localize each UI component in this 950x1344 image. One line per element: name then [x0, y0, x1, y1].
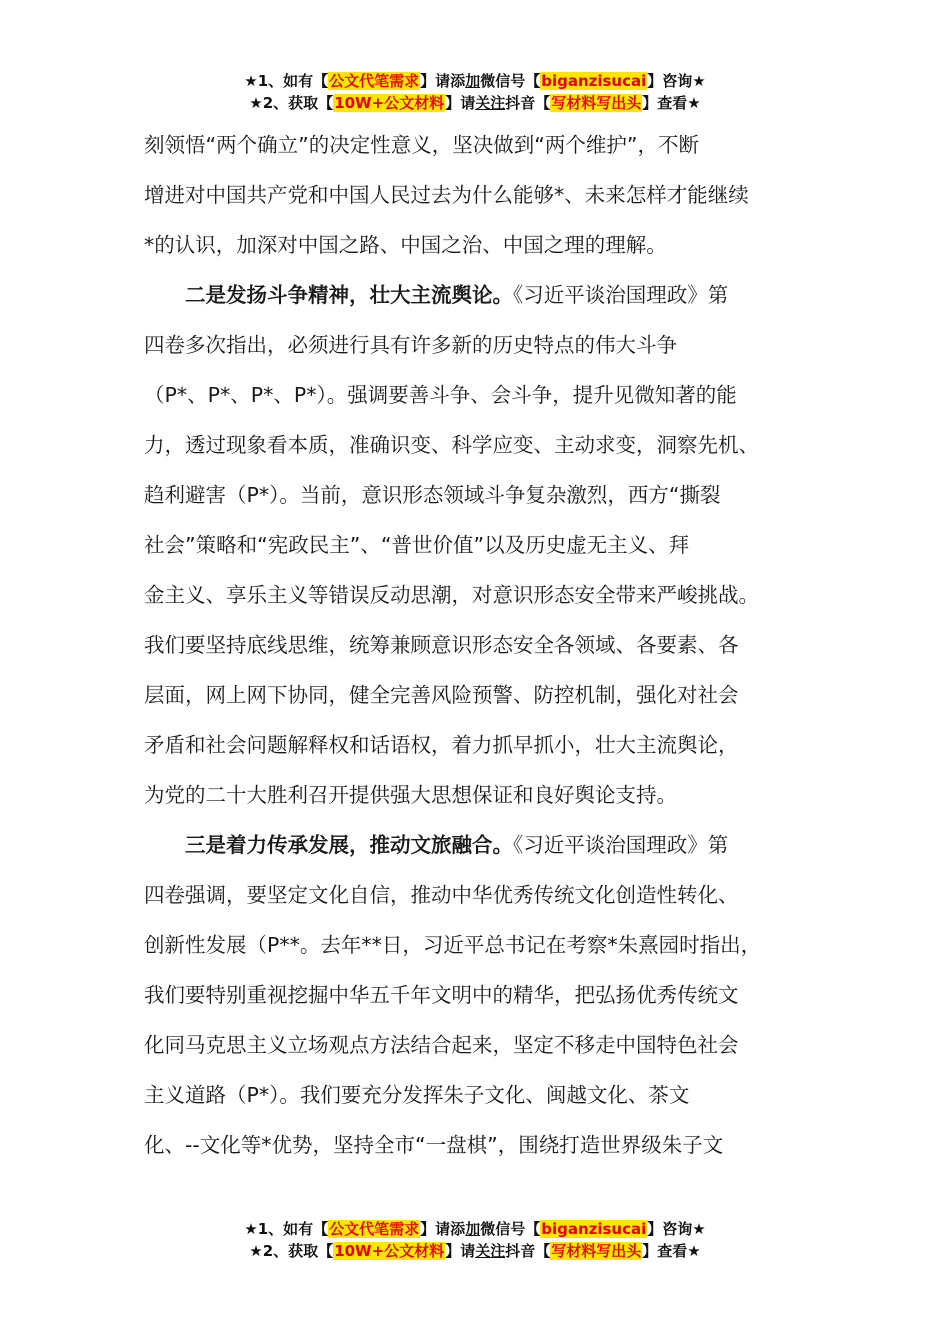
- text-line: 四卷强调，要坚定文化自信，推动中华优秀传统文化创造性转化、: [144, 883, 739, 907]
- text-line: 增进对中国共产党和中国人民过去为什么能够*、未来怎样才能继续: [144, 183, 749, 207]
- text-line: 层面，网上网下协同，健全完善风险预警、防控机制，强化对社会: [144, 683, 739, 707]
- banner-text: 微信号【: [480, 1220, 541, 1238]
- text-line: 金主义、享乐主义等错误反动思潮，对意识形态安全带来严峻挑战。: [144, 583, 759, 607]
- text-line: 化同马克思主义立场观点方法结合起来，坚定不移走中国特色社会: [144, 1033, 739, 1057]
- star-icon: ★: [249, 94, 263, 112]
- banner-highlight: 写材料写出头: [551, 1242, 642, 1260]
- paragraph-first-line: [144, 820, 816, 870]
- banner-text: 】请: [445, 94, 476, 112]
- banner-text: 2、获取【: [262, 1242, 334, 1260]
- banner-text: 微信号【: [480, 72, 541, 90]
- text-line: 为党的二十大胜利召开提供强大思想保证和良好舆论支持。: [144, 783, 677, 807]
- banner-underline: 加: [465, 1220, 481, 1238]
- banner-text: 】咨询★: [647, 1220, 706, 1238]
- text-line: 四卷多次指出，必须进行具有许多新的历史特点的伟大斗争: [144, 333, 677, 357]
- banner-text: 】请: [445, 1242, 476, 1260]
- text-line: （P*、P*、P*、P*）。强调要善斗争、会斗争，提升见微知著的能: [144, 383, 737, 407]
- text-line: 力，透过现象看本质，准确识变、科学应变、主动求变，洞察先机、: [144, 433, 759, 457]
- banner-line-1: [0, 70, 950, 92]
- star-icon: ★: [244, 1220, 258, 1238]
- star-icon: ★: [249, 1242, 263, 1260]
- paragraph-lead: 二是发扬斗争精神，壮大主流舆论。: [185, 283, 513, 307]
- banner-underline: 关注: [475, 94, 506, 112]
- text-line: 主义道路（P*）。我们要充分发挥朱子文化、闽越文化、茶文: [144, 1083, 690, 1107]
- banner-text: 】咨询★: [647, 72, 706, 90]
- text-line: 我们要特别重视挖掘中华五千年文明中的精华，把弘扬优秀传统文: [144, 983, 739, 1007]
- star-icon: ★: [244, 72, 258, 90]
- banner-highlight: biganzisucai: [541, 1220, 647, 1238]
- banner-line-1: [0, 1218, 950, 1240]
- text-span: 《习近平谈治国理政》第: [513, 283, 729, 307]
- footer-banner: [0, 1218, 950, 1262]
- banner-text: 抖音【: [505, 94, 551, 112]
- banner-underline: 关注: [475, 1242, 506, 1260]
- document-body: [144, 120, 816, 1170]
- text-line: 创新性发展（P**。去年**日，习近平总书记在考察*朱熹园时指出，: [144, 933, 762, 957]
- text-line: 矛盾和社会问题解释权和话语权，着力抓早抓小，壮大主流舆论，: [144, 733, 739, 757]
- paragraph-lead: 三是着力传承发展，推动文旅融合。: [185, 833, 513, 857]
- banner-text: 1、如有【: [257, 1220, 329, 1238]
- banner-underline: 加: [465, 72, 481, 90]
- banner-highlight: 公文代笔需求: [329, 1220, 420, 1238]
- banner-text: 抖音【: [505, 1242, 551, 1260]
- header-banner: [0, 70, 950, 114]
- banner-highlight: biganzisucai: [541, 72, 647, 90]
- banner-text: 】请添: [420, 1220, 466, 1238]
- banner-text: 】请添: [420, 72, 466, 90]
- banner-highlight: 写材料写出头: [551, 94, 642, 112]
- text-line: 刻领悟“两个确立”的决定性意义，坚决做到“两个维护”，不断: [144, 133, 699, 157]
- banner-highlight: 公文代笔需求: [329, 72, 420, 90]
- banner-text: 】查看★: [642, 1242, 701, 1260]
- banner-text: 】查看★: [642, 94, 701, 112]
- text-line: 化、--文化等*优势，坚持全市“一盘棋”，围绕打造世界级朱子文: [144, 1133, 724, 1157]
- paragraph-first-line: [144, 270, 816, 320]
- banner-line-2: [0, 1240, 950, 1262]
- banner-line-2: [0, 92, 950, 114]
- banner-text: 2、获取【: [262, 94, 334, 112]
- banner-highlight: 10W+公文材料: [334, 94, 445, 112]
- text-span: 《习近平谈治国理政》第: [513, 833, 729, 857]
- banner-text: 1、如有【: [257, 72, 329, 90]
- text-line: 趋利避害（P*）。当前，意识形态领域斗争复杂激烈，西方“撕裂: [144, 483, 721, 507]
- banner-highlight: 10W+公文材料: [334, 1242, 445, 1260]
- text-line: *的认识，加深对中国之路、中国之治、中国之理的理解。: [144, 233, 667, 257]
- text-line: 社会”策略和“宪政民主”、“普世价值”以及历史虚无主义、拜: [144, 533, 690, 557]
- text-line: 我们要坚持底线思维，统筹兼顾意识形态安全各领域、各要素、各: [144, 633, 739, 657]
